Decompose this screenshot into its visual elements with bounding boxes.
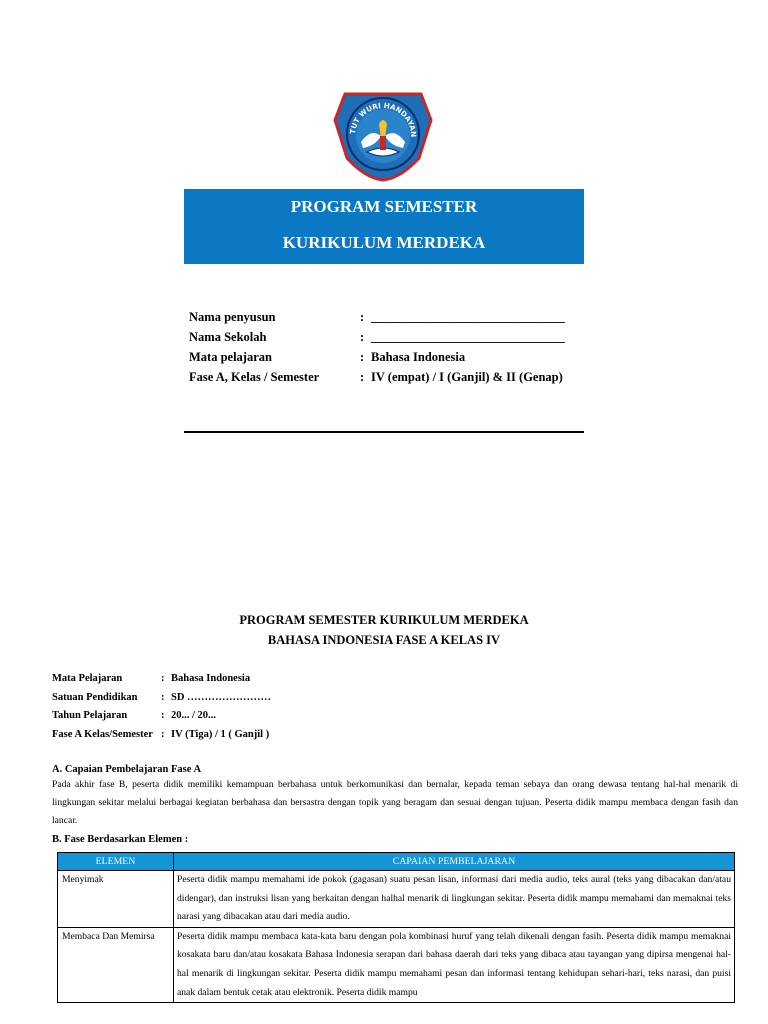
document-title-line2: BAHASA INDONESIA FASE A KELAS IV xyxy=(267,633,501,647)
cover-field-colon: : xyxy=(360,350,365,364)
info-value: IV (Tiga) / 1 ( Ganjil ) xyxy=(171,728,270,740)
cover-field-value: _______________________________ xyxy=(371,310,565,324)
cover-field-colon: : xyxy=(360,330,365,344)
banner-title-line2: KURIKULUM MERDEKA xyxy=(282,233,486,252)
cover-field-row xyxy=(189,370,589,390)
cover-field-row xyxy=(189,310,589,330)
info-value: SD …………………… xyxy=(171,691,272,703)
cover-field-value: Bahasa Indonesia xyxy=(371,350,466,364)
table-row xyxy=(58,927,735,1002)
banner-title-line1: PROGRAM SEMESTER xyxy=(290,197,478,216)
info-value: 20... / 20... xyxy=(171,710,216,721)
document-title-line1: PROGRAM SEMESTER KURIKULUM MERDEKA xyxy=(239,613,529,627)
info-colon: : xyxy=(161,691,165,703)
cover-field-colon: : xyxy=(360,310,365,324)
elemen-cell: Membaca Dan Memirsa xyxy=(58,927,174,1002)
cover-field-row xyxy=(189,350,589,370)
cover-field-value: IV (empat) / I (Ganjil) & II (Genap) xyxy=(371,370,563,384)
cover-field-colon: : xyxy=(360,370,365,384)
tut-wuri-handayani-logo xyxy=(331,86,435,182)
column-header-capaian: CAPAIAN PEMBELAJARAN xyxy=(174,853,735,871)
section-a-paragraph: Pada akhir fase B, peserta didik memiliki kemampuan berbahasa untuk berkomunikasi dan bernalar, kepada teman sebaya dan orang dewasa tentang hal-hal menarik di lingkungan sekitar melalui berbagai kegiatan berbahasa dan bersastra dengan topik yang beragam dan sesuai dengan tujuan. Peserta didik mampu membaca dengan fasih dan lancar. xyxy=(52,779,738,826)
info-label: Fase A Kelas/Semester xyxy=(52,728,153,740)
cover-field-label: Fase A, Kelas / Semester xyxy=(189,370,320,384)
section-a-heading: A. Capaian Pembelajaran Fase A xyxy=(52,764,202,775)
cover-field-label: Mata pelajaran xyxy=(189,350,272,364)
info-colon: : xyxy=(161,728,165,740)
elemen-cell: Menyimak xyxy=(58,871,174,928)
table-row xyxy=(58,871,735,928)
svg-text:TUT WURI HANDAYANI: TUT WURI HANDAYAN xyxy=(348,100,419,138)
capaian-table xyxy=(57,852,735,1003)
info-label: Tahun Pelajaran xyxy=(52,710,128,721)
table-header-row xyxy=(58,853,735,871)
title-banner xyxy=(184,189,584,264)
info-colon: : xyxy=(161,673,165,684)
info-label: Satuan Pendidikan xyxy=(52,691,138,703)
info-colon: : xyxy=(161,710,165,721)
cover-divider xyxy=(184,431,584,433)
cover-field-value: _______________________________ xyxy=(371,330,565,344)
cover-field-row xyxy=(189,330,589,350)
info-value: Bahasa Indonesia xyxy=(171,673,251,684)
logo-emblem-icon xyxy=(331,86,435,182)
column-header-elemen: ELEMEN xyxy=(58,853,174,871)
cover-fields xyxy=(189,310,589,390)
capaian-cell: Peserta didik mampu membaca kata-kata baru dengan pola kombinasi huruf yang telah dikenali dengan fasih. Peserta didik mampu memaknai kosakata baru dan/atau kosakata Bahasa Indonesia serapan dari bahasa daerah dari teks yang dibaca atau tayangan yang dipirsa mengenai hal-hal menarik di lingkungan sekitar. Peserta didik mampu memahami pesan dan informasi tentang kehidupan sehari-hari, teks narasi, dan puisi anak dalam bentuk cetak atau elektronik. Peserta didik mampu xyxy=(174,927,735,1002)
info-label: Mata Pelajaran xyxy=(52,673,123,684)
cover-field-label: Nama Sekolah xyxy=(189,330,267,344)
section-b-heading: B. Fase Berdasarkan Elemen : xyxy=(52,834,189,845)
capaian-cell: Peserta didik mampu memahami ide pokok (gagasan) suatu pesan lisan, informasi dari media audio, teks aural (teks yang dibacakan dan/atau didengar), dan instruksi lisan yang berkaitan dengan halhal menarik di lingkungan sekitar. Peserta didik mampu memahami dan memaknai teks narasi yang dibacakan atau dari media audio. xyxy=(174,871,735,928)
cover-field-label: Nama penyusun xyxy=(189,310,276,324)
